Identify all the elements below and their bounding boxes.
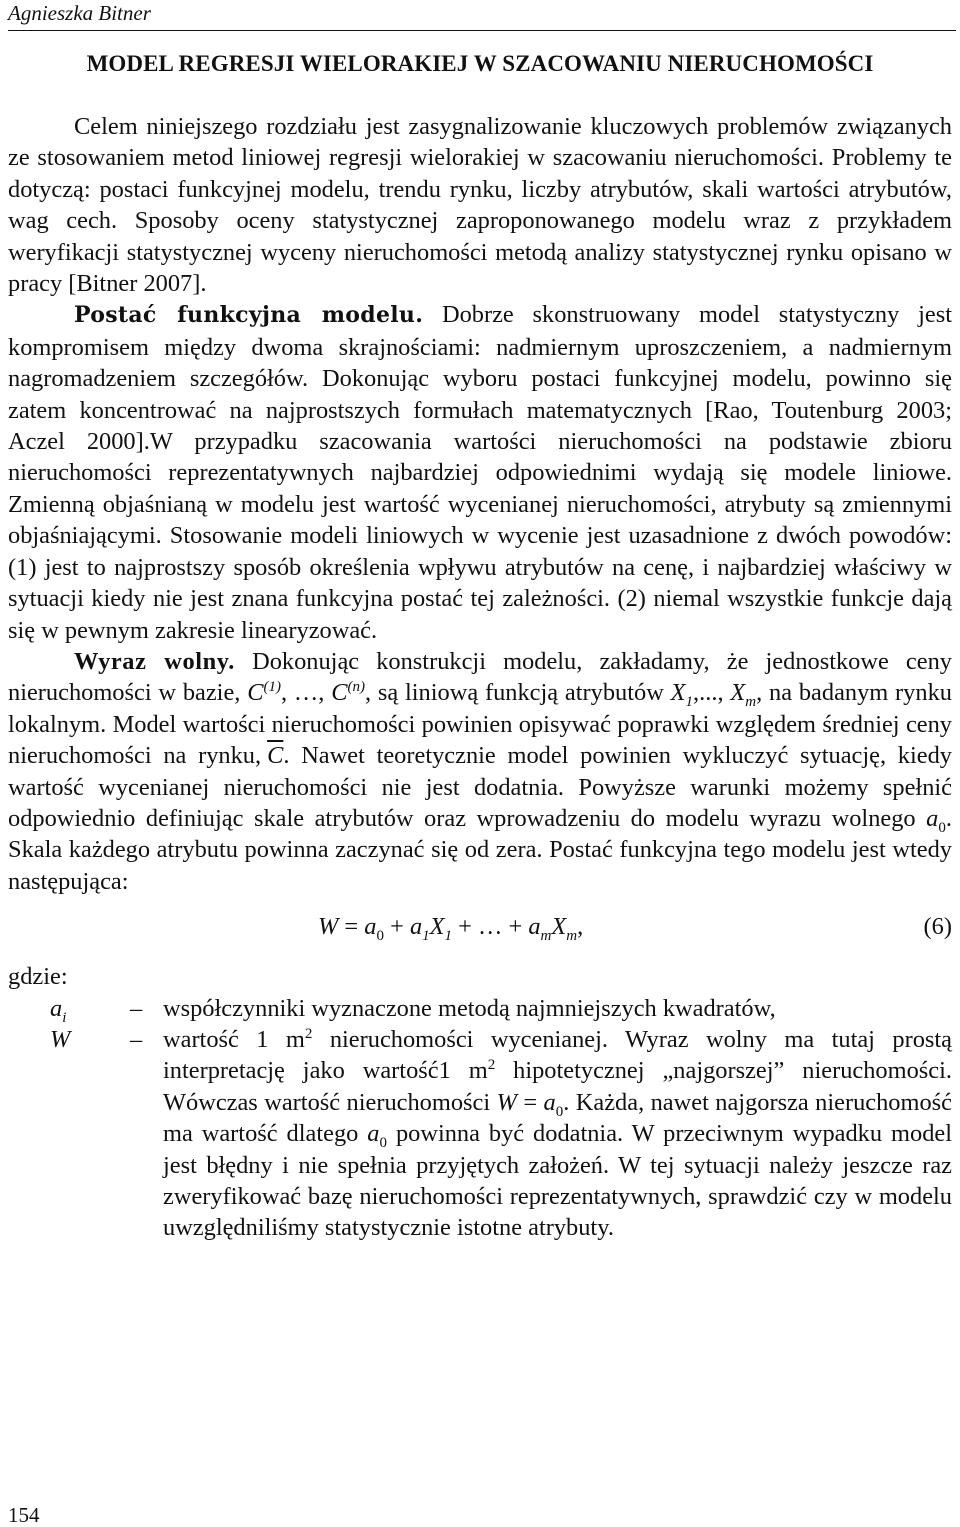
- mean-price-symbol: $\overline{C}$: [267, 742, 284, 770]
- intercept-paragraph: [8, 646, 952, 897]
- intercept-text-2: , są liniową funkcją atrybutów: [364, 679, 664, 707]
- equation-6: [8, 905, 952, 961]
- definition-w: [8, 1024, 952, 1244]
- superscript-1: (1): [263, 679, 281, 696]
- symbol-c: C: [247, 679, 264, 707]
- subscript-1: 1: [685, 694, 694, 711]
- intercept-text-3: ,...,: [693, 679, 724, 707]
- functional-form-paragraph: [8, 299, 952, 645]
- symbol-x1: X: [670, 679, 686, 707]
- intercept-text-6: . Skala każdego atrybutu powinna zaczynać się od zera. Postać funkcyjna tego modelu jest wtedy następująca:: [8, 804, 952, 895]
- equation-formula: $W = a_0 + a_1X_1$ + … + $a_mX_m$,: [318, 913, 584, 945]
- intercept-text-5: . Nawet teoretycznie model powinien wykluczyć sytuację, kiedy wartość wycenianej nieruchomości nie jest dodatnia. Powyższe warunki możemy spełnić odpowiednio definiując skale atrybutów oraz wprowadzeniu do modelu wyrazu wolnego: [8, 742, 952, 832]
- subscript-0: 0: [938, 819, 946, 836]
- symbol-c-n: C: [331, 679, 348, 707]
- equation-number: (6): [923, 913, 952, 941]
- intro-paragraph: Celem niniejszego rozdziału jest zasygnalizowanie kluczowych problemów związanych ze stosowaniem metod liniowej regresji wielorakiej w szacowaniu nieruchomości. Problemy te dotyczą: postaci funkcyjnej modelu, trendu rynku, liczby atrybutów, skali wartości atrybutów, wag cech. Sposoby oceny statystycznej zaproponowanego modelu wraz z przykładem weryfikacji statystycznej wyceny nieruchomości metodą analizy statystycznej rynku opisano w pracy [Bitner 2007].: [8, 113, 952, 298]
- page-number: 154: [8, 1503, 40, 1527]
- running-header-author: Agnieszka Bitner: [8, 1, 151, 25]
- definition-text-w: wartość 1 $m^2$ nieruchomości wycenianej. Wyraz wolny ma tutaj prostą interpretację jako wartość1 $m^2$ hipotetycznej „najgorszej” nieruchomości. Wówczas wartość nieruchomości $W = a_0$. Każda, nawet najgorsza nieruchomość ma wartość dlatego $a_0$ powinna być dodatnia. W przeciwnym wypadku model jest błędny i nie spełnia przyjętych założeń. W tej sytuacji należy jeszcze raz zweryfikować bazę nieruchomości reprezentatywnych, sprawdzić czy w modelu uwzględniliśmy statystycznie istotne atrybuty.: [163, 1025, 952, 1242]
- symbol-xm: X: [730, 679, 746, 707]
- definition-symbol-ai: $a_i$: [50, 994, 67, 1026]
- symbol-a0: a: [926, 804, 939, 832]
- definition-symbol-w: W: [50, 1025, 71, 1053]
- header-divider: [8, 30, 956, 31]
- body-text: [8, 111, 952, 1244]
- functional-form-heading: Postać funkcyjna modelu.: [74, 302, 424, 329]
- ellipsis: , …,: [280, 679, 325, 707]
- subscript-m: m: [745, 694, 757, 711]
- functional-form-text: Dobrze skonstruowany model statystyczny jest kompromisem między dwoma skrajnościami: nadmiernym uproszczeniem, a nadmiernym nagromadzeniem szczegółów. Dokonując wyboru postaci funkcyjnej modelu, powinno się zatem koncentrować na najprostszych formułach matematycznych [Rao, Toutenburg 2003; Aczel 2000].W przypadku szacowania wartości nieruchomości na podstawie zbioru nieruchomości reprezentatywnych najbardziej odpowiednimi wydają się modele liniowe. Zmienną objaśnianą w modelu jest wartość wycenianej nieruchomości, atrybuty są zmiennymi objaśniającymi. Stosowanie modeli liniowych w wycenie jest uzasadnione z dwóch powodów: (1) jest to najprostszy sposób określenia wpływu atrybutów na cenę, i najbardziej właściwy w sytuacji kiedy nie jest znana funkcyjna postać tej zależności. (2) niemal wszystkie funkcje dają się w pewnym zakresie linearyzować.: [8, 301, 952, 644]
- definitions-intro: gdzie:: [8, 963, 68, 991]
- superscript-n: (n): [347, 679, 365, 696]
- intercept-text-1: Dokonując konstrukcji modelu, zakładamy, że jednostkowe ceny nieruchomości w bazie,: [8, 647, 952, 707]
- definitions-list: [8, 961, 952, 1244]
- section-title: MODEL REGRESJI WIELORAKIEJ W SZACOWANIU NIERUCHOMOŚCI: [86, 51, 874, 76]
- intercept-text-4: , na badanym rynku lokalnym. Model wartości nieruchomości powinien opisywać poprawki względem średniej ceny nieruchomości na rynku,: [8, 679, 952, 770]
- intercept-heading: Wyraz wolny.: [74, 647, 235, 675]
- definition-dash: –: [130, 1025, 143, 1053]
- definition-dash: –: [130, 994, 143, 1022]
- definition-text-ai: współczynniki wyznaczone metodą najmniejszych kwadratów,: [163, 994, 776, 1022]
- definition-ai: [8, 993, 952, 1024]
